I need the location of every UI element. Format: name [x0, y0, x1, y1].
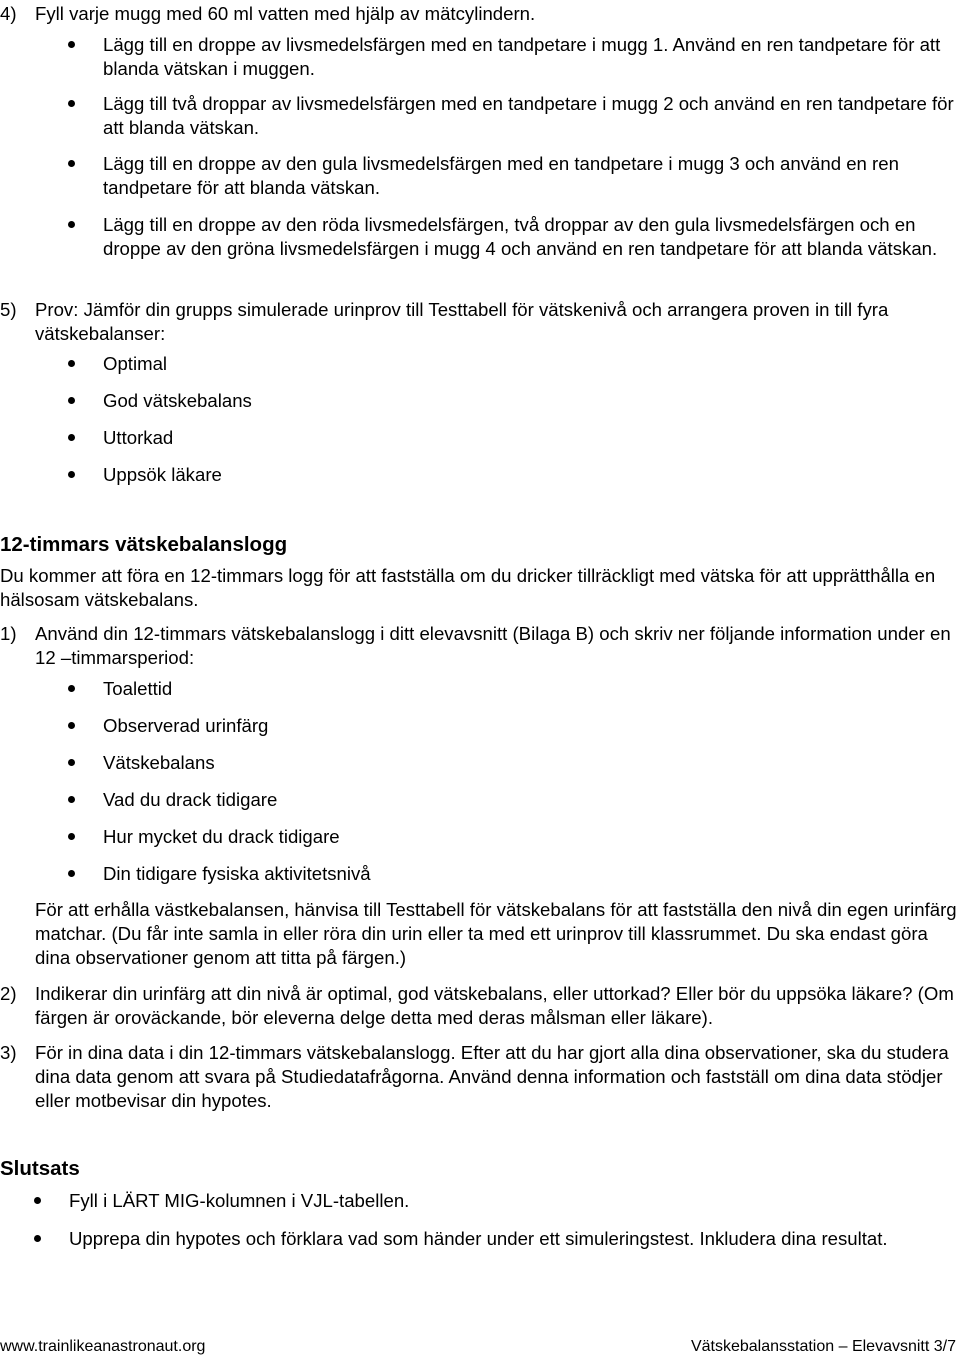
footer-page-label: Vätskebalansstation – Elevavsnitt 3/7: [690, 1338, 956, 1355]
list-item-text: Uppsök läkare: [103, 464, 222, 485]
list-item-text: Optimal: [103, 353, 168, 374]
step-5: [0, 298, 958, 346]
list-item-text: Lägg till en droppe av livsmedelsfärgen med en tandpetare i mugg 1. Använd en ren tandpetare för att blanda vätskan i muggen.: [103, 34, 941, 79]
log-item-2: [0, 982, 958, 1030]
bullet-icon: [68, 397, 75, 404]
bullet-icon: [68, 100, 75, 107]
bullet-icon: [68, 759, 75, 766]
bullet-icon: [68, 221, 75, 228]
log-item-3: [0, 1041, 958, 1113]
log-item-1-note: För att erhålla västkebalansen, hänvisa till Testtabell för vätskebalans för att fastställa den nivå din egen urinfärg matchar. (Du får inte samla in eller röra din urin eller ta med ett urinprov till klassrummet. Du ska endast göra dina observationer genom att titta på färgen.): [35, 899, 957, 968]
list-item-text: Vad du drack tidigare: [103, 789, 278, 810]
footer-url: www.trainlikeanastronaut.org: [0, 1338, 206, 1355]
step-number: 1): [0, 623, 17, 644]
bullet-icon: [34, 1235, 41, 1242]
step-4: [0, 2, 958, 26]
list-item-text: Vätskebalans: [103, 752, 215, 773]
list-item-text: Fyll i LÄRT MIG-kolumnen i VJL-tabellen.: [69, 1190, 410, 1211]
step-number: 4): [0, 3, 17, 24]
bullet-icon: [68, 722, 75, 729]
list-item-text: Toalettid: [103, 678, 173, 699]
bullet-icon: [34, 1197, 41, 1204]
section-intro: Du kommer att föra en 12-timmars logg för att fastställa om du dricker tillräckligt med vätska för att upprätthålla en hälsosam vätskebalans.: [0, 565, 936, 610]
list-item-text: Uttorkad: [103, 427, 174, 448]
log-item-1: [0, 622, 958, 670]
step-text: Använd din 12-timmars vätskebalanslogg i ditt elevavsnitt (Bilaga B) och skriv ner följande information under en 12 –timmarsperiod:: [35, 623, 951, 668]
bullet-icon: [68, 41, 75, 48]
bullet-icon: [68, 685, 75, 692]
list-item-text: Lägg till en droppe av den gula livsmedelsfärgen med en tandpetare i mugg 3 och använd en ren tandpetare för att blanda vätskan.: [103, 153, 899, 198]
step-text: Fyll varje mugg med 60 ml vatten med hjälp av mätcylindern.: [35, 3, 536, 24]
section-heading: Slutsats: [0, 1157, 80, 1180]
step-number: 2): [0, 983, 17, 1004]
step-number: 3): [0, 1042, 17, 1063]
bullet-icon: [68, 360, 75, 367]
list-item-text: God vätskebalans: [103, 390, 252, 411]
list-item-text: Din tidigare fysiska aktivitetsnivå: [103, 863, 371, 884]
step-text: För in dina data i din 12-timmars vätskebalanslogg. Efter att du har gjort alla dina observationer, ska du studera dina data genom att svara på Studiedatafrågorna. Använd denna information och fastställ om dina data stödjer eller motbevisar din hypotes.: [35, 1042, 949, 1111]
list-item-text: Upprepa din hypotes och förklara vad som händer under ett simuleringstest. Inkludera dina resultat.: [69, 1228, 888, 1249]
section-heading: 12-timmars vätskebalanslogg: [0, 533, 288, 556]
list-item-text: Lägg till en droppe av den röda livsmedelsfärgen, två droppar av den gula livsmedelsfärgen och en droppe av den gröna livsmedelsfärgen i mugg 4 och använd en ren tandpetare för att blanda vätskan.: [103, 214, 938, 259]
bullet-icon: [68, 870, 75, 877]
bullet-icon: [68, 796, 75, 803]
bullet-icon: [68, 833, 75, 840]
bullet-icon: [68, 160, 75, 167]
step-number: 5): [0, 299, 17, 320]
list-item-text: Observerad urinfärg: [103, 715, 269, 736]
list-item-text: Hur mycket du drack tidigare: [103, 826, 340, 847]
step-text: Prov: Jämför din grupps simulerade urinprov till Testtabell för vätskenivå och arrangera proven in till fyra vätskebalanser:: [35, 299, 889, 344]
bullet-icon: [68, 471, 75, 478]
list-item-text: Lägg till två droppar av livsmedelsfärgen med en tandpetare i mugg 2 och använd en ren tandpetare för att blanda vätskan.: [103, 93, 954, 138]
bullet-icon: [68, 434, 75, 441]
step-text: Indikerar din urinfärg att din nivå är optimal, god vätskebalans, eller uttorkad? Eller bör du uppsöka läkare? (Om färgen är oroväckande, bör eleverna delge detta med deras målsman eller läkare).: [35, 983, 954, 1028]
